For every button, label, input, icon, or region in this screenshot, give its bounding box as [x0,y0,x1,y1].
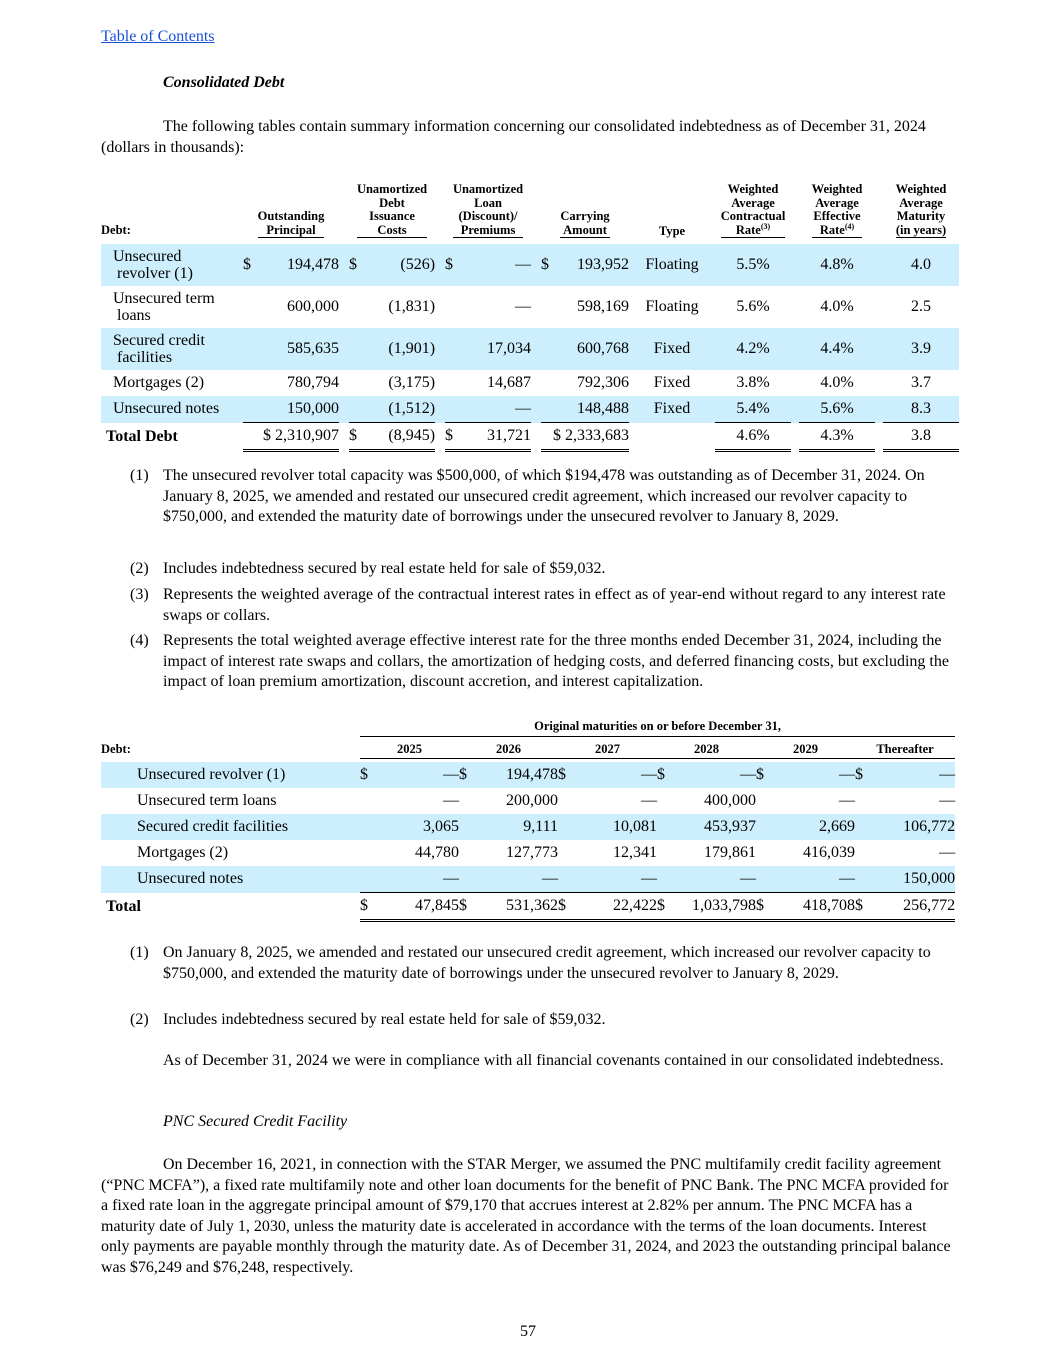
header-contractual-rate: Weighted Average Contractual Rate$^{(3)}$ [720,182,786,237]
row-label: Unsecured revolver (1) [101,244,233,286]
footnote: (1) The unsecured revolver total capacity was $500,000, of which $194,478 was outstanding as of December 31, 2024. On January 8, 2025, we amended and restated our unsecured credit agreement, which increased our revolver capacity to $750,000, and extended the maturity date of borrowings under the unsecured revolver to January 8, 2029. [130,467,925,525]
header-loan-premiums: Unamortized Loan (Discount)/ Premiums [452,182,524,237]
footnote: (2) Includes indebtedness secured by real estate held for sale of $59,032. [130,560,606,577]
footnote: (3) Represents the weighted average of the contractual interest rates in effect as of year-end without regard to any interest rate swaps or collars. [130,586,946,624]
row-label: Unsecured revolver (1) [101,762,360,788]
table-row: Unsecured term loans 600,000 (1,831) — 598,169 Floating 5.6% 4.0% 2.5 [101,286,959,328]
header-year: Thereafter [855,736,955,759]
table-row: Unsecured notes 150,000 (1,512) — 148,488 Fixed 5.4% 5.6% 8.3 [101,396,959,423]
row-label: Secured credit facilities [101,814,360,840]
header-maturity: Weighted Average Maturity (in years) [895,182,947,237]
table-total-row: Total $ 47,845 $ 531,362 $ 22,422 $ 1,033,798 $ 418,708 $ 256,772 [101,893,955,921]
debt-summary-table [101,183,959,452]
header-debt: Debt: [101,742,131,756]
row-label: Unsecured term loans [113,290,215,324]
table1-header-row [101,183,959,238]
table-row: Unsecured revolver (1) $ — $ 194,478 $ — $ — $ — $ — [101,762,955,788]
table-total-row: Total Debt $ 2,310,907 $ (8,945) $ 31,721 $ 2,333,683 4.6% 4.3% 3.8 [101,423,959,451]
compliance-paragraph: As of December 31, 2024 we were in compliance with all financial covenants contained in our consolidated indebtedness. [163,1052,944,1069]
table-of-contents-link[interactable]: Table of Contents [101,28,215,45]
header-debt: Debt: [101,222,131,237]
table-row: Unsecured notes — — — — — 150,000 [101,866,955,893]
header-issuance-costs: Unamortized Debt Issuance Costs [356,182,428,237]
table2-header-row [101,736,955,759]
row-label: Secured credit facilities [101,328,233,370]
table-row: Secured credit facilities 585,635 (1,901) 17,034 600,768 Fixed 4.2% 4.4% 3.9 [101,328,959,370]
row-label: Unsecured notes [101,396,233,423]
total-label: Total [106,897,141,915]
footnote: (1) On January 8, 2025, we amended and restated our unsecured credit agreement, which increased our revolver capacity to $750,000, and extended the maturity date of borrowings under the unsecured revolver to January 8, 2029. [130,944,931,982]
footnote: (4) Represents the total weighted average effective interest rate for the three months ended December 31, 2024, including the impact of interest rate swaps and collars, the amortization of hedging costs, and deferred financing costs, but excluding the impact of loan premium amortization, discount accretion, and interest capitalization. [130,632,949,690]
page-number: 57 [520,1323,536,1340]
table-row: Mortgages (2) 780,794 (3,175) 14,687 792,306 Fixed 3.8% 4.0% 3.7 [101,370,959,396]
table-row: Mortgages (2) 44,780 127,773 12,341 179,861 416,039 — [101,840,955,866]
header-year: 2025 [360,736,459,759]
header-year: 2028 [657,736,756,759]
pnc-section-title: PNC Secured Credit Facility [163,1113,348,1130]
pnc-paragraph: On December 16, 2021, in connection with the STAR Merger, we assumed the PNC multifamily credit facility agreement (“PNC MCFA”), a fixed rate multifamily note and other loan documents for the benefit of PNC Bank. The PNC MCFA provided for a fixed rate loan in the aggregate principal amount of $79,170 that accrues interest at 2.82% per annum. The PNC MCFA has a maturity date of July 1, 2030, unless the maturity date is accelerated in accordance with the terms of the loan documents. Interest only payments are payable monthly through the maturity date. As of December 31, 2024, and 2023 the outstanding principal balance was $76,249 and $76,248, respectively. [101,1156,951,1276]
maturities-group-header: Original maturities on or before December 31, [360,720,955,736]
row-label: Unsecured term loans [137,792,277,809]
row-label: Mortgages (2) [137,844,229,861]
section-title: Consolidated Debt [163,74,285,91]
header-type: Type [658,223,686,238]
header-year: 2027 [558,736,657,759]
header-year: 2029 [756,736,855,759]
maturities-table [101,720,955,922]
header-year: 2026 [459,736,558,759]
footnote: (2) Includes indebtedness secured by real estate held for sale of $59,032. [130,1011,606,1028]
row-label: Mortgages (2) [113,374,205,391]
header-outstanding-principal: Outstanding Principal [257,209,325,237]
total-label: Total Debt [106,427,178,445]
table-row: Secured credit facilities 3,065 9,111 10,081 453,937 2,669 106,772 [101,814,955,840]
intro-paragraph: The following tables contain summary information concerning our consolidated indebtedness as of December 31, 2024 (dollars in thousands): [101,118,926,156]
header-effective-rate: Weighted Average Effective Rate$^{(4)}$ [811,182,863,237]
table-row: Unsecured term loans — 200,000 — 400,000 — — [101,788,955,814]
table-row: Unsecured revolver (1) $ 194,478 $ (526) $ — $ 193,952 Floating 5.5% 4.8% 4.0 [101,244,959,286]
header-carrying-amount: Carrying Amount [560,209,610,237]
row-label: Unsecured notes [101,866,360,893]
